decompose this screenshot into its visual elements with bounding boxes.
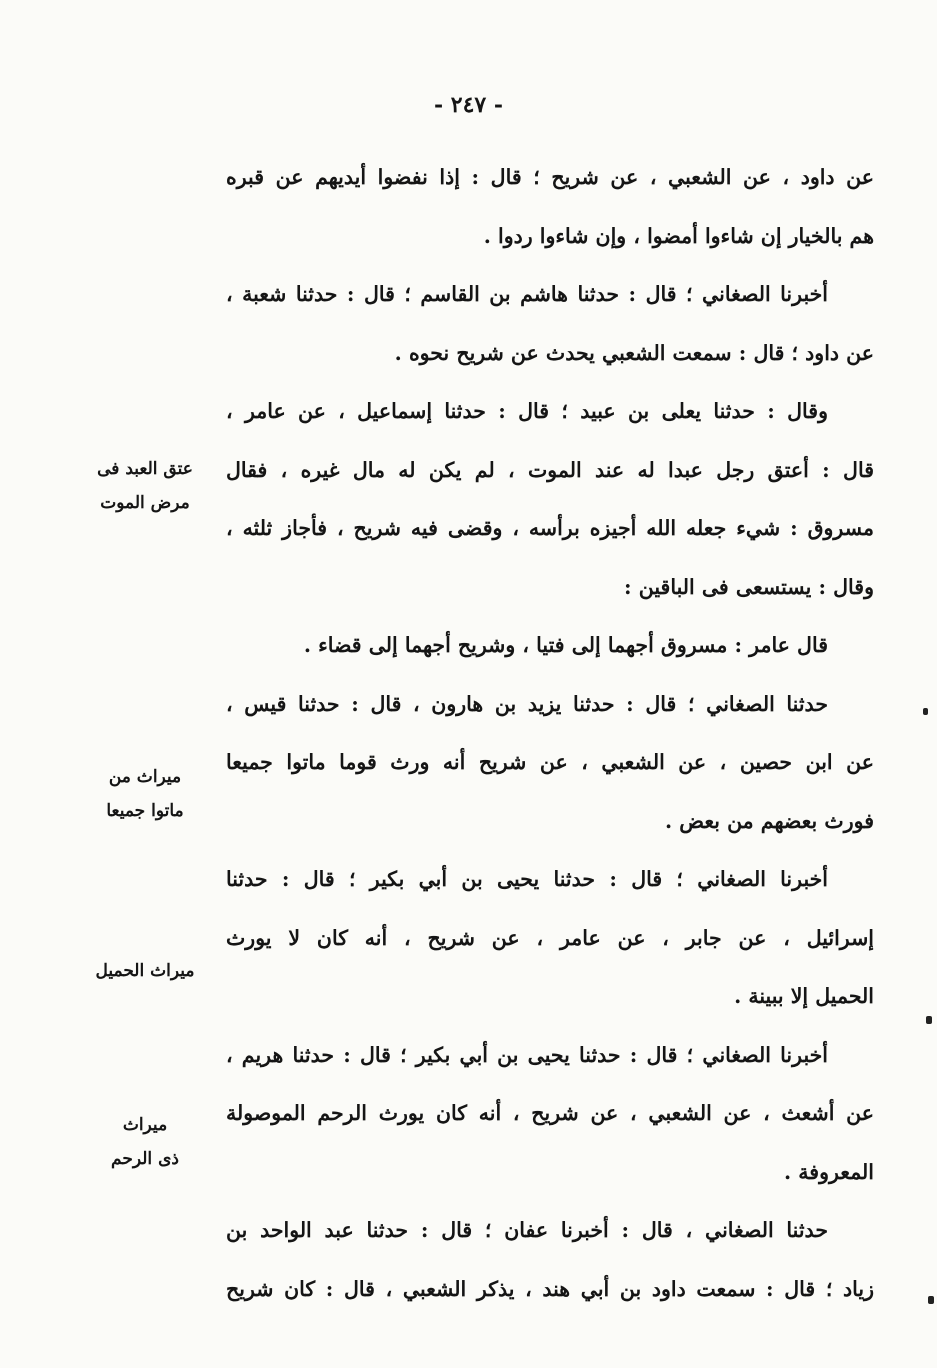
text-line: إسرائيل ، عن جابر ، عن عامر ، عن شريح ، أنه كان لا يورث xyxy=(226,925,874,950)
text-line: قال : أعتق رجل عبدا له عند الموت ، لم يكن له مال غيره ، فقال xyxy=(226,457,874,482)
text-line: وقال : حدثنا يعلى بن عبيد ؛ قال : حدثنا إسماعيل ، عن عامر ، xyxy=(226,399,828,423)
margin-note-died-together xyxy=(70,760,220,828)
ink-speck xyxy=(923,708,928,715)
margin-note-line: ماتوا جميعا xyxy=(106,801,184,821)
text-line: حدثنا الصغاني ؛ قال : حدثنا يزيد بن هارون ، قال : حدثنا قيس ، xyxy=(226,691,828,716)
text-line: حدثنا الصغاني ، قال : أخبرنا عفان ؛ قال : حدثنا عبد الواحد بن xyxy=(226,1218,828,1242)
margin-note-kin xyxy=(70,1108,220,1176)
margin-note-line: ميراث الحميل xyxy=(95,961,195,981)
margin-note-line: ذى الرحم xyxy=(111,1149,179,1169)
text-line: قال عامر : مسروق أجهما إلى فتيا ، وشريح أجهما إلى قضاء . xyxy=(303,633,828,657)
text-line: عن ابن حصين ، عن الشعبي ، عن شريح أنه ورث قوما ماتوا جميعا xyxy=(226,750,874,774)
text-line: عن داود ، عن الشعبي ، عن شريح ؛ قال : إذا نفضوا أيديهم عن قبره xyxy=(226,165,874,189)
body-text xyxy=(226,148,874,1318)
text-line: الحميل إلا ببينة . xyxy=(734,984,874,1008)
text-line: مسروق : شيء جعله الله أجيزه برأسه ، وقضى فيه شريح ، فأجاز ثلثه ، xyxy=(226,516,874,540)
margin-note-line: مرض الموت xyxy=(100,493,190,513)
margin-note-manumission xyxy=(70,452,220,520)
text-line: أخبرنا الصغاني ؛ قال : حدثنا هاشم بن القاسم ؛ قال : حدثنا شعبة ، xyxy=(226,282,828,306)
text-line: أخبرنا الصغاني ؛ قال : حدثنا يحيى بن أبي بكير ؛ قال : حدثنا xyxy=(226,867,828,891)
text-line: عن أشعث ، عن الشعبي ، عن شريح ، أنه كان يورث الرحم الموصولة xyxy=(226,1101,874,1125)
page-number: - ٢٤٧ - xyxy=(433,92,504,118)
text-line: فورث بعضهم من بعض . xyxy=(664,808,874,833)
margin-note-line: ميراث xyxy=(122,1115,168,1135)
text-line: أخبرنا الصغاني ؛ قال : حدثنا يحيى بن أبي بكير ؛ قال : حدثنا هريم ، xyxy=(226,1042,828,1067)
margin-note-line: ميراث من xyxy=(108,767,182,787)
margin-note-line: عتق العبد فى xyxy=(97,459,193,479)
text-line: هم بالخيار إن شاءوا أمضوا ، وإن شاءوا ردوا . xyxy=(483,223,874,248)
text-line: وقال : يستسعى فى الباقين : xyxy=(624,574,874,599)
ink-speck xyxy=(928,1296,934,1304)
margin-note-hamil xyxy=(70,954,220,988)
text-line: المعروفة . xyxy=(784,1159,874,1184)
text-line: زياد ؛ قال : سمعت داود بن أبي هند ، يذكر الشعبي ، قال : كان شريح xyxy=(226,1276,874,1301)
ink-speck xyxy=(926,1016,932,1024)
text-line: عن داود ؛ قال : سمعت الشعبي يحدث عن شريح نحوه . xyxy=(394,340,874,365)
